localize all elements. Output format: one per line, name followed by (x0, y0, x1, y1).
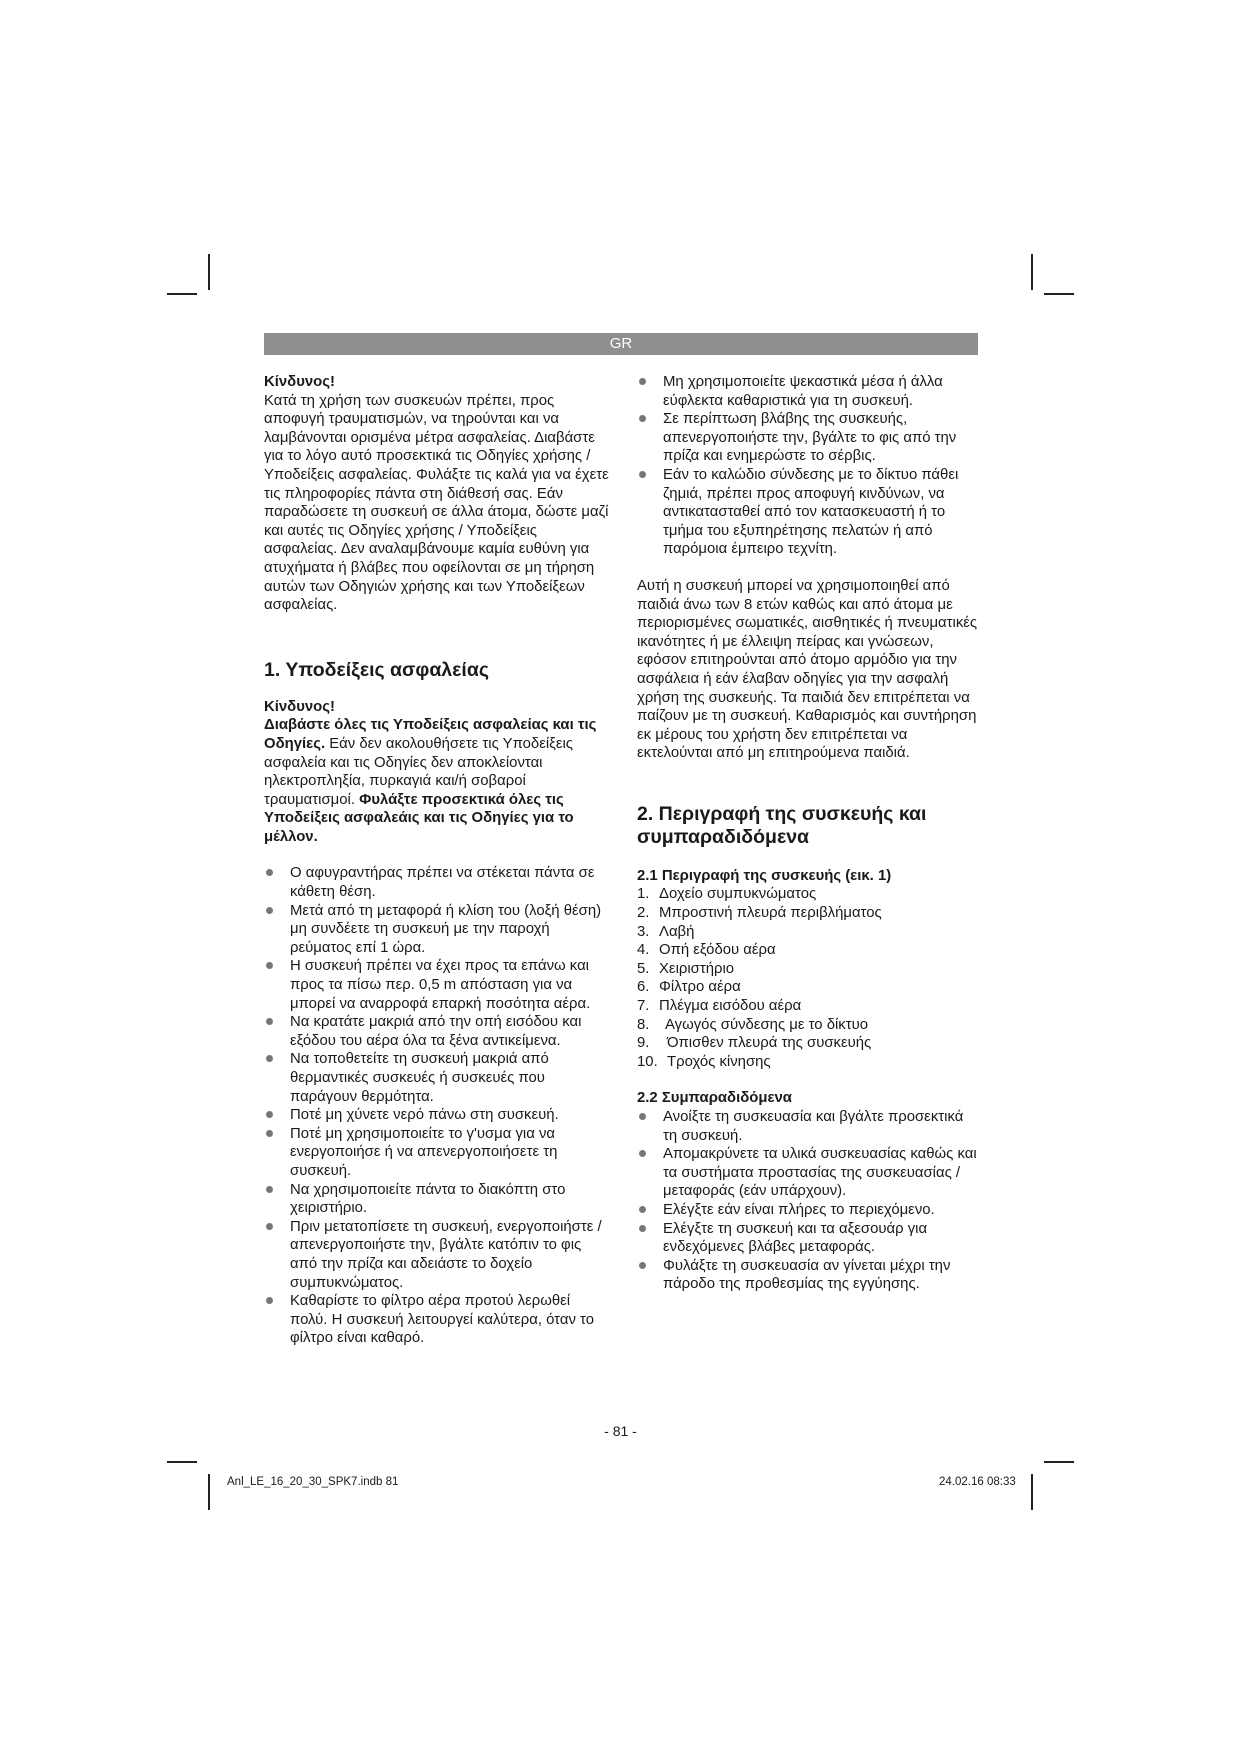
item-number: 1. (637, 886, 650, 903)
item-text: Αγωγός σύνδεσης με το δίκτυο (665, 1016, 869, 1033)
item-text: Μπροστινή πλευρά περιβλήματος (659, 905, 882, 922)
list-item (637, 1053, 979, 1072)
list-item-text: Φυλάξτε τη συσκευασία αν γίνεται μέχρι την πάροδο της προθεσμίας της εγγύησης. (663, 1257, 951, 1293)
list-item-text: Πριν μετατοπίσετε τη συσκευή, ενεργοποιήστε /απενεργοποιήστε την, βγάλτε κατόπιν το φις από την πρίζα και αδειάστε το δοχείο συμπυκνώματος. (290, 1218, 602, 1291)
item-text: Όπισθεν πλευρά της συσκευής (667, 1035, 872, 1052)
item-number: 8. (637, 1016, 650, 1033)
crop-mark (167, 1461, 197, 1463)
item-number: 6. (637, 979, 650, 996)
language-header-bar: GR (264, 333, 978, 355)
parts-list (637, 885, 979, 1071)
list-item (637, 410, 979, 466)
list-item (637, 1220, 979, 1257)
bullet-icon (266, 1055, 273, 1062)
crop-mark (208, 1474, 210, 1510)
list-item-text: Σε περίπτωση βλάβης της συσκευής, απενεργοποιήστε την, βγάλτε το φις από την πρίζα και ενημερώστε το σέρβις. (663, 411, 957, 465)
item-text: Πλέγμα εισόδου αέρα (659, 998, 802, 1015)
item-number: 7. (637, 998, 650, 1015)
list-item-text: Καθαρίστε το φίλτρο αέρα προτού λερωθεί πολύ. Η συσκευή λειτουργεί καλύτερα, όταν το φίλτρο είναι καθαρό. (290, 1293, 594, 1347)
list-item (637, 373, 979, 410)
list-item (264, 864, 609, 901)
bullet-icon (639, 1150, 646, 1157)
list-item (637, 941, 979, 960)
list-item-text: Ανοίξτε τη συσκευασία και βγάλτε προσεκτικά τη συσκευή. (663, 1109, 964, 1144)
list-item (637, 1201, 979, 1220)
item-text: Λαβή (659, 923, 695, 940)
list-item (637, 904, 979, 923)
item-number: 9. (637, 1035, 650, 1052)
bullet-icon (639, 471, 646, 478)
list-item (264, 1106, 609, 1125)
right-column (637, 373, 979, 1294)
crop-mark (1031, 254, 1033, 290)
children-paragraph: Αυτή η συσκευή μπορεί να χρησιμοποιηθεί από παιδιά άνω των 8 ετών καθώς και από άτομα με περιορισμένες σωματικές, αισθητικές ή πνευματικές ικανότητες ή με έλλειψη πείρας και γνώσεων, εφόσον επιτηρούνται από άτομο αρμόδιο για την ασφάλεια ή εάν έλαβαν οδηγίες για την ασφαλή χρήση της συσκευής. Τα παιδιά δεν επιτρέπεται να παίζουν με τη συσκευή. Καθαρισμός και συντήρηση εκ μέρους του χρήστη δεν επιτρέπεται να εκτελούνται από μη επιτηρούμενα παιδιά. (637, 577, 978, 762)
list-item (637, 997, 979, 1016)
list-item (264, 902, 609, 958)
list-item-text: Να κρατάτε μακριά από την οπή εισόδου και εξόδου του αέρα όλα τα ξένα αντικείμενα. (290, 1014, 582, 1049)
item-text: Τροχός κίνησης (667, 1053, 771, 1070)
list-item (264, 1013, 609, 1050)
footer-timestamp: 24.02.16 08:33 (939, 1476, 1016, 1488)
bullet-icon (639, 378, 646, 385)
section-1-title: 1. Υποδείξεις ασφαλείας (264, 658, 489, 681)
subsection-2-1-title: 2.1 Περιγραφή της συσκευής (εικ. 1) (637, 867, 892, 884)
list-item-text: Εάν το καλώδιο σύνδεσης με το δίκτυο πάθει ζημιά, πρέπει προς αποφυγή κινδύνων, να αντικατασταθεί από τον κατασκευαστή ή το τμήμα του εξυπηρέτησης πελατών ή από παρόμοια έμπειρο τεχνίτη. (663, 466, 959, 558)
safety-list (264, 864, 609, 1347)
list-item (264, 1292, 609, 1348)
list-item-text: Η συσκευή πρέπει να έχει προς τα επάνω και προς τα πίσω περ. 0,5 m απόσταση για να μπορεί να αναρροφά επαρκή ποσότητα αέρα. (290, 958, 591, 1012)
crop-mark (167, 293, 197, 295)
list-item (264, 1218, 609, 1292)
left-column (264, 373, 609, 1348)
subsection-2-2-title: 2.2 Συμπαραδιδόμενα (637, 1090, 792, 1107)
section-2-title: 2. Περιγραφή της συσκευής και συμπαραδιδόμενα (637, 802, 927, 848)
list-item (637, 885, 979, 904)
bullet-icon (639, 1225, 646, 1232)
footer-file-info: Anl_LE_16_20_30_SPK7.indb 81 (227, 1476, 399, 1488)
list-item-text: Να χρησιμοποιείτε πάντα το διακόπτη στο χειριστήριο. (290, 1181, 566, 1217)
item-number: 5. (637, 960, 650, 977)
item-number: 3. (637, 923, 650, 940)
list-item (264, 1181, 609, 1218)
list-item-text: Ποτέ μη χύνετε νερό πάνω στη συσκευή. (290, 1107, 559, 1124)
list-item-text: Ο αφυγραντήρας πρέπει να στέκεται πάντα σε κάθετη θέση. (290, 865, 595, 901)
list-item (264, 1050, 609, 1106)
bullet-icon (266, 1111, 273, 1118)
bullet-icon (266, 962, 273, 969)
warning-paragraph (264, 716, 609, 846)
item-number: 2. (637, 905, 650, 922)
intro-paragraph: Κατά τη χρήση των συσκευών πρέπει, προς αποφυγή τραυματισμών, να τηρούνται και να λαμβάνονται ορισμένα μέτρα ασφαλείας. Διαβάστε για το λόγο αυτό προσεκτικά τις Οδηγίες χρήσης / Υποδείξεις ασφαλείας. Φυλάξτε τις καλά για να έχετε τις πληροφορίες πάντα στη διάθεσή σας. Εάν παραδώσετε τη συσκευή σε άλλα άτομα, δώστε μαζί και αυτές τις Οδηγίες χρήσης / Υποδείξεις ασφαλείας. Δεν αναλαμβάνουμε καμία ευθύνη για ατυχήματα ή βλάβες που οφείλονται σε μη τήρηση αυτών των Οδηγιών χρήσης και των Υποδείξεων ασφαλείας. (264, 392, 609, 614)
bullet-icon (266, 907, 273, 914)
danger-heading-2: Κίνδυνος! (264, 698, 335, 715)
danger-heading: Κίνδυνος! (264, 374, 335, 390)
bullet-icon (639, 1113, 646, 1120)
bullet-icon (639, 1206, 646, 1213)
item-number: 4. (637, 942, 650, 959)
bullet-icon (266, 869, 273, 876)
item-text: Χειριστήριο (659, 960, 735, 977)
crop-mark (1044, 1461, 1074, 1463)
list-item-text: Ποτέ μη χρησιμοποιείτε το γ'υσμα για να ενεργοποιήσε ή να απενεργοποιήσετε τη συσκευή. (290, 1125, 558, 1179)
bullet-icon (266, 1223, 273, 1230)
warning-text: Εάν δεν ακολουθήσετε τις Υποδείξεις ασφαλεία και τις Οδηγίες δεν αποκλείονται ηλεκτροπληξία, πυρκαγιά και/ή σοβαροί τραυματισμοί. (264, 735, 573, 808)
list-item-text: Μη χρησιμοποιείτε ψεκαστικά μέσα ή άλλα εύφλεκτα καθαριστικά για τη συσκευή. (663, 374, 943, 409)
list-item-text: Απομακρύνετε τα υλικά συσκευασίας καθώς και τα συστήματα προστασίας της συσκευασίας / μεταφοράς (εάν υπάρχουν). (663, 1146, 977, 1200)
crop-mark (208, 254, 210, 290)
list-item (637, 1016, 979, 1035)
item-text: Φίλτρο αέρα (659, 979, 741, 996)
list-item-text: Ελέγξτε εάν είναι πλήρες το περιεχόμενο. (663, 1201, 935, 1218)
list-item (264, 957, 609, 1013)
bullet-icon (639, 1262, 646, 1269)
warning-bold-2: Φυλάξτε προσεκτικά όλες τις Υποδείξεις ασφαλεάις και τις Οδηγίες για το μέλλον. (264, 791, 574, 845)
safety-list-continued (637, 373, 979, 559)
list-item (637, 978, 979, 997)
bullet-icon (266, 1130, 273, 1137)
item-number: 10. (637, 1053, 658, 1070)
warning-bold-1: Διαβάστε όλες τις Υποδείξεις ασφαλείας και τις Οδηγίες. (264, 717, 597, 752)
list-item-text: Ελέγξτε τη συσκευή και τα αξεσουάρ για ενδεχόμενες βλάβες μεταφοράς. (663, 1220, 928, 1256)
list-item (637, 1108, 979, 1145)
delivery-list (637, 1108, 979, 1294)
bullet-icon (266, 1297, 273, 1304)
page-number: - 81 - (604, 1423, 637, 1439)
list-item (637, 923, 979, 942)
item-text: Δοχείο συμπυκνώματος (659, 886, 817, 903)
list-item (637, 1145, 979, 1201)
list-item (264, 1125, 609, 1181)
bullet-icon (639, 415, 646, 422)
bullet-icon (266, 1186, 273, 1193)
list-item (637, 466, 979, 559)
crop-mark (1044, 293, 1074, 295)
bullet-icon (266, 1018, 273, 1025)
list-item (637, 960, 979, 979)
list-item (637, 1034, 979, 1053)
list-item-text: Να τοποθετείτε τη συσκευή μακριά από θερμαντικές συσκευές ή συσκευές που παράγουν θερμότητα. (290, 1051, 549, 1105)
crop-mark (1031, 1474, 1033, 1510)
list-item (637, 1257, 979, 1294)
list-item-text: Μετά από τη μεταφορά ή κλίση του (λοξή θέση) μη συνδέετε τη συσκευή με την παροχή ρεύματος επί 1 ώρα. (290, 902, 602, 956)
item-text: Οπή εξόδου αέρα (659, 942, 776, 959)
